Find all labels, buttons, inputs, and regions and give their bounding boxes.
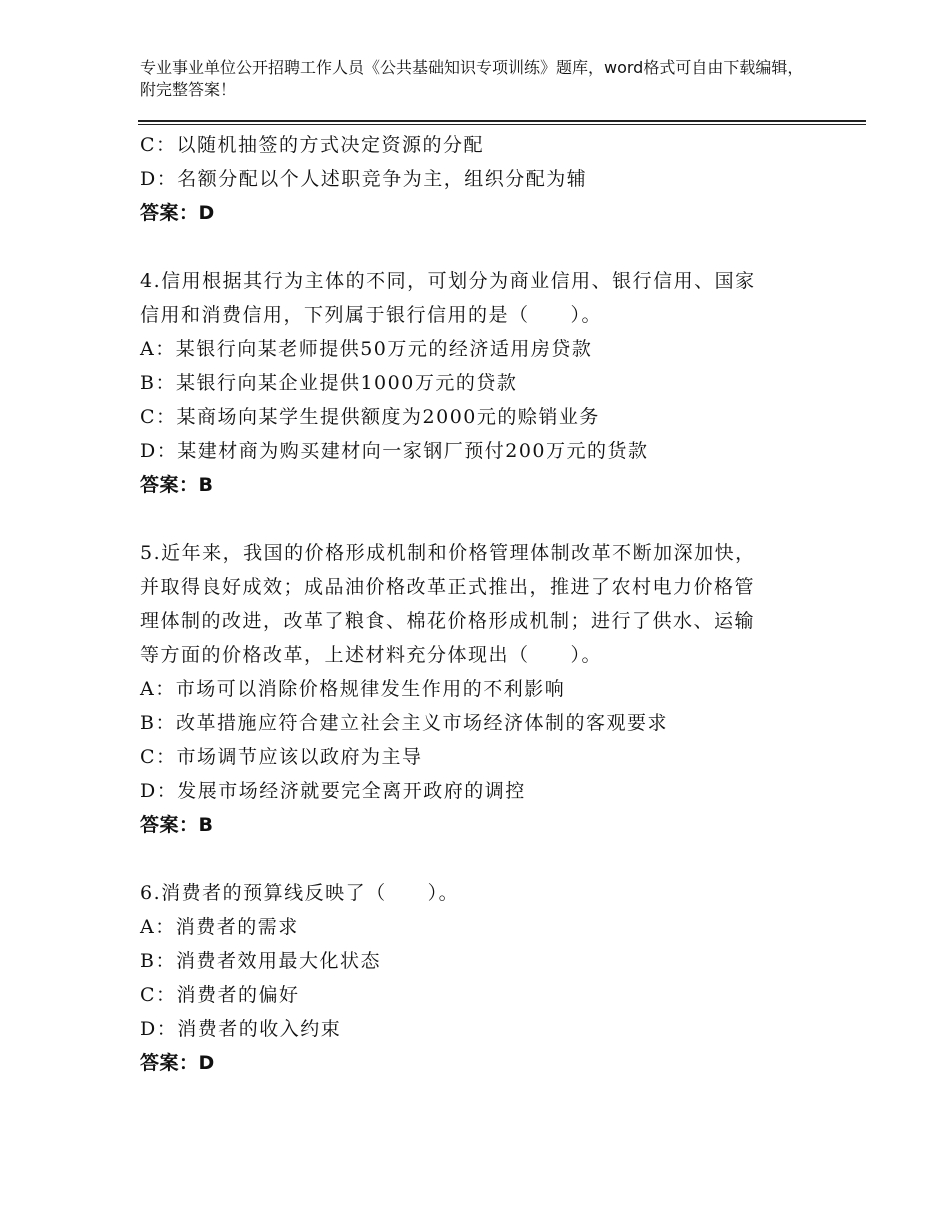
spacer [140, 842, 800, 876]
question-4 [140, 264, 800, 502]
header-rule-thin [138, 124, 866, 125]
q6-option-b: B：消费者效用最大化状态 [140, 950, 381, 972]
q6-stem-line-1: 6.消费者的预算线反映了（ ）。 [140, 882, 460, 904]
q4-stem-line-2: 信用和消费信用，下列属于银行信用的是（ ）。 [140, 304, 603, 326]
q4-option-a: A：某银行向某老师提供50万元的经济适用房贷款 [140, 338, 593, 360]
spacer [140, 230, 800, 264]
q6-option-d: D：消费者的收入约束 [140, 1018, 342, 1040]
q3-answer-label: 答案： [140, 202, 199, 224]
q6-answer [140, 1046, 800, 1080]
q4-option-d: D：某建材商为购买建材向一家钢厂预付200万元的货款 [140, 440, 649, 462]
question-3-tail [140, 128, 800, 230]
q5-answer [140, 808, 800, 842]
q5-stem-line-4: 等方面的价格改革，上述材料充分体现出（ ）。 [140, 644, 603, 666]
q4-answer [140, 468, 800, 502]
q5-option-b: B：改革措施应符合建立社会主义市场经济体制的客观要求 [140, 712, 668, 734]
q6-answer-value: D [198, 1052, 215, 1074]
q3-option-c: C：以随机抽签的方式决定资源的分配 [140, 134, 485, 156]
header-text: 专业事业单位公开招聘工作人员《公共基础知识专项训练》题库，word格式可自由下载编辑，附完整答案！ [140, 58, 804, 99]
q3-answer-value: D [198, 202, 215, 224]
q3-answer [140, 196, 800, 230]
document-header [140, 57, 810, 101]
spacer [140, 502, 800, 536]
q5-option-d: D：发展市场经济就要完全离开政府的调控 [140, 780, 526, 802]
q4-option-b: B：某银行向某企业提供1000万元的贷款 [140, 372, 518, 394]
q3-option-d: D：名额分配以个人述职竞争为主，组织分配为辅 [140, 168, 588, 190]
q6-option-c: C：消费者的偏好 [140, 984, 300, 1006]
q4-answer-value: B [198, 474, 214, 496]
q6-option-a: A：消费者的需求 [140, 916, 299, 938]
q5-stem-line-1: 5.近年来，我国的价格形成机制和价格管理体制改革不断加深加快， [140, 542, 756, 564]
q5-option-c: C：市场调节应该以政府为主导 [140, 746, 423, 768]
q5-answer-label: 答案： [140, 814, 199, 836]
q5-stem-line-2: 并取得良好成效；成品油价格改革正式推出，推进了农村电力价格管 [140, 576, 756, 598]
q4-answer-label: 答案： [140, 474, 199, 496]
q6-answer-label: 答案： [140, 1052, 199, 1074]
question-content [140, 128, 800, 1080]
q4-option-c: C：某商场向某学生提供额度为2000元的赊销业务 [140, 406, 600, 428]
q5-option-a: A：市场可以消除价格规律发生作用的不利影响 [140, 678, 566, 700]
q5-answer-value: B [198, 814, 214, 836]
question-6 [140, 876, 800, 1080]
q4-stem-line-1: 4.信用根据其行为主体的不同，可划分为商业信用、银行信用、国家 [140, 270, 756, 292]
q5-stem-line-3: 理体制的改进，改革了粮食、棉花价格形成机制；进行了供水、运输 [140, 610, 756, 632]
question-5 [140, 536, 800, 842]
header-rule-thick [138, 120, 866, 122]
